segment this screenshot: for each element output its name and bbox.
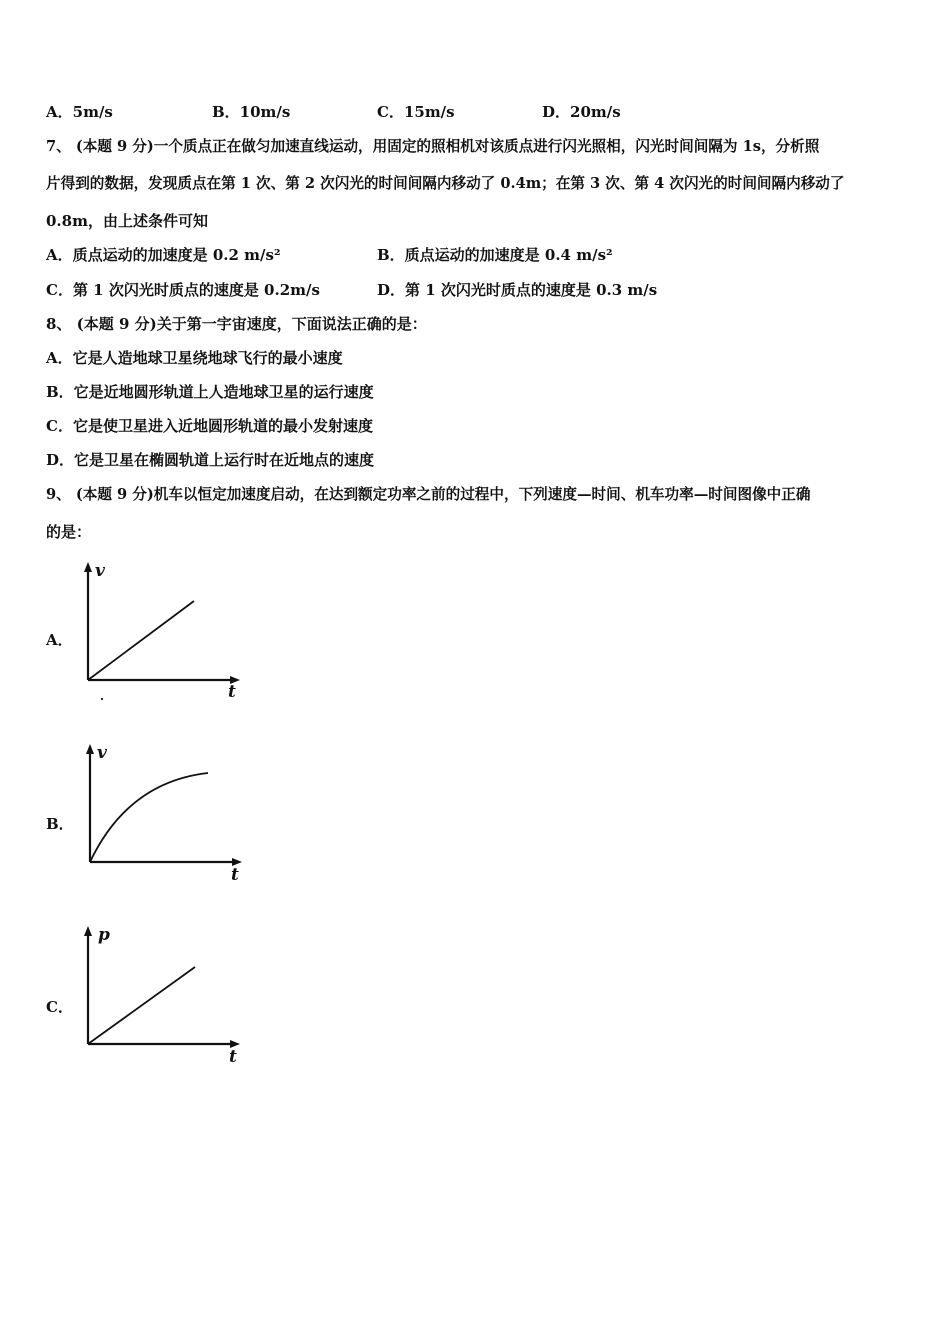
graph-line-linear <box>88 967 195 1044</box>
x-axis-label: t <box>228 682 236 702</box>
y-axis-label: v <box>97 743 107 763</box>
graph-curve-concave <box>90 773 208 862</box>
q9-graph-b-label: B． <box>46 815 74 833</box>
q7-option-c: C．第 1 次闪光时质点的速度是 0.2m/s <box>46 281 320 299</box>
q7-option-b: B．质点运动的加速度是 0.4 m/s² <box>377 246 613 264</box>
q9-stem-line-1: 9、 (本题 9 分)机车以恒定加速度启动，在达到额定功率之前的过程中，下列速度—时间、机车功率—时间图像中正确 <box>46 486 811 503</box>
graph-line-linear <box>88 601 194 680</box>
q7-stem-line-3: 0.8m，由上述条件可知 <box>46 212 208 230</box>
q6-option-b: B．10m/s <box>212 103 291 121</box>
q8-option-b: B．它是近地圆形轨道上人造地球卫星的运行速度 <box>46 383 374 401</box>
y-axis-label: v <box>95 561 105 581</box>
q9-graph-c-label: C． <box>46 998 73 1016</box>
q9-graph-a-label: A． <box>46 631 73 649</box>
x-axis-label: t <box>229 1047 237 1067</box>
q7-option-d: D．第 1 次闪光时质点的速度是 0.3 m/s <box>377 281 658 299</box>
q8-option-a: A．它是人造地球卫星绕地球飞行的最小速度 <box>46 349 343 367</box>
y-axis-arrow <box>84 926 92 936</box>
q9-graph-b <box>70 740 260 890</box>
y-axis-arrow <box>84 562 92 572</box>
q9-graph-c <box>70 922 260 1072</box>
q6-option-d: D．20m/s <box>542 103 621 121</box>
q7-stem-line-2: 片得到的数据，发现质点在第 1 次、第 2 次闪光的时间间隔内移动了 0.4m；在第 3 次、第 4 次闪光的时间间隔内移动了 <box>46 175 845 192</box>
q6-option-c: C．15m/s <box>377 103 455 121</box>
q8-option-d: D．它是卫星在椭圆轨道上运行时在近地点的速度 <box>46 451 375 469</box>
q7-option-a: A．质点运动的加速度是 0.2 m/s² <box>46 246 281 264</box>
x-axis-label: t <box>231 865 239 885</box>
y-axis-label: p <box>98 925 110 945</box>
q9-stem-line-2: 的是： <box>46 523 92 541</box>
scan-speck <box>101 698 103 700</box>
y-axis-arrow <box>86 744 94 754</box>
q8-stem: 8、 (本题 9 分)关于第一宇宙速度，下面说法正确的是： <box>46 315 427 333</box>
q6-option-a: A．5m/s <box>46 103 113 121</box>
q8-option-c: C．它是使卫星进入近地圆形轨道的最小发射速度 <box>46 417 373 435</box>
q7-stem-line-1: 7、 (本题 9 分)一个质点正在做匀加速直线运动，用固定的照相机对该质点进行闪光照相，闪光时间间隔为 1s，分析照 <box>46 138 820 155</box>
q9-graph-a <box>70 558 260 708</box>
